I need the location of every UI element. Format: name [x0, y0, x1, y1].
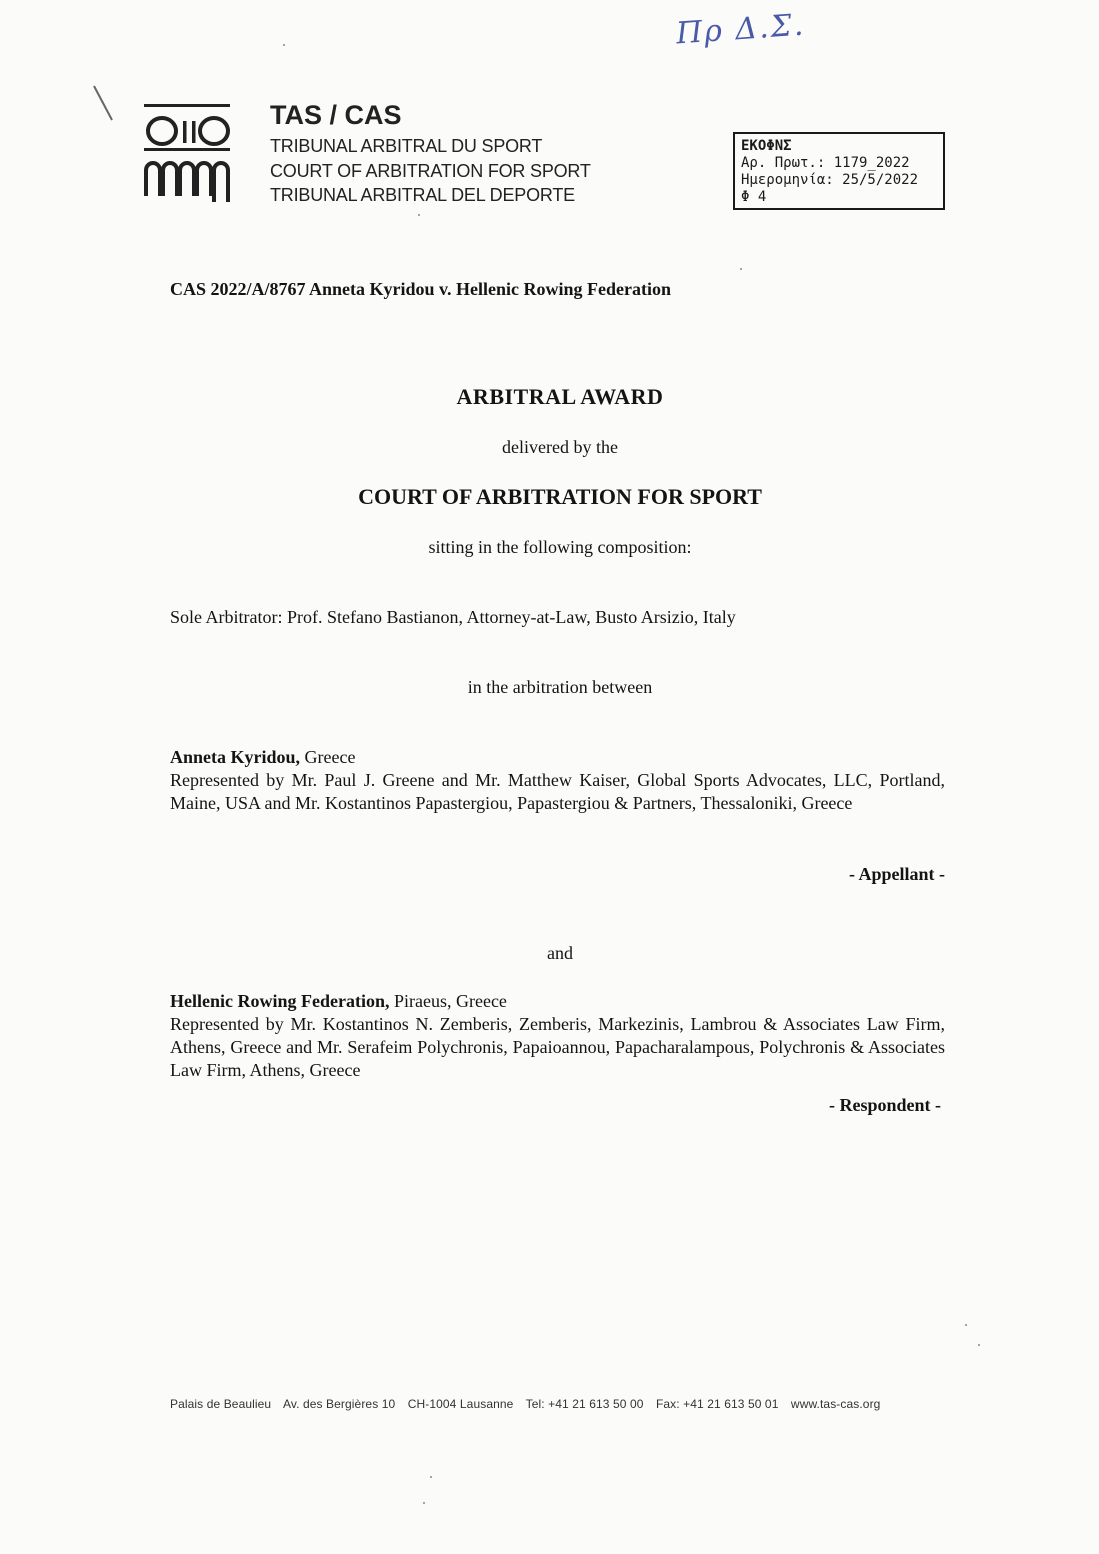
stamp-title: ΕΚΟΦΝΣ: [741, 138, 792, 154]
stamp-file: Φ 4: [741, 189, 767, 205]
footer-website: www.tas-cas.org: [790, 1397, 881, 1411]
case-title: CAS 2022/A/8767 Anneta Kyridou v. Hellenic Rowing Federation: [170, 279, 672, 299]
brand-title: TAS / CAS: [270, 100, 402, 130]
respondent-block: [170, 990, 945, 1082]
and-separator: and: [547, 943, 573, 963]
respondent-representation: Represented by Mr. Kostantinos N. Zemberis, Zemberis, Markezinis, Lambrou & Associates Law Firm, Athens, Greece and Mr. Serafeim Polychronis, Papaioannou, Papacharalampous, Polychronis & Associates Law Firm, Athens, Greece: [170, 1014, 945, 1080]
appellant-role: - Appellant -: [848, 864, 945, 884]
footer-city: CH-1004 Lausanne: [407, 1397, 514, 1411]
scan-speck: [740, 268, 742, 270]
brand-line-es: TRIBUNAL ARBITRAL DEL DEPORTE: [270, 185, 575, 205]
scan-mark: [92, 84, 116, 124]
appellant-location: Greece: [300, 747, 356, 767]
stamp-date: Ημερομηνία: 25/5/2022: [741, 172, 919, 188]
footer-address: Palais de Beaulieu: [170, 1397, 272, 1411]
delivered-by: delivered by the: [502, 437, 618, 457]
stamp-protocol: Αρ. Πρωτ.: 1179_2022: [741, 155, 910, 171]
scan-speck: [283, 44, 285, 46]
footer-fax: Fax: +41 21 613 50 01: [655, 1397, 779, 1411]
scan-speck: [965, 1324, 967, 1326]
appellant-block: [170, 746, 945, 815]
sole-arbitrator: Sole Arbitrator: Prof. Stefano Bastianon, Attorney-at-Law, Busto Arsizio, Italy: [170, 607, 736, 627]
respondent-location: Piraeus, Greece: [389, 991, 507, 1011]
award-title: ARBITRAL AWARD: [456, 384, 664, 409]
composition-intro: sitting in the following composition:: [428, 537, 692, 557]
scan-speck: [423, 1502, 425, 1504]
court-name: COURT OF ARBITRATION FOR SPORT: [358, 484, 762, 509]
scan-speck: [418, 214, 420, 216]
handwritten-note: Πρ Δ.Σ.: [674, 7, 807, 52]
respondent-name: Hellenic Rowing Federation,: [170, 991, 390, 1011]
brand-line-en: COURT OF ARBITRATION FOR SPORT: [270, 161, 591, 181]
scan-speck: [978, 1344, 980, 1346]
footer-tel: Tel: +41 21 613 50 00: [525, 1397, 644, 1411]
appellant-representation: Represented by Mr. Paul J. Greene and Mr. Matthew Kaiser, Global Sports Advocates, LLC, Portland, Maine, USA and Mr. Kostantinos Papastergiou, Papastergiou & Partners, Thessaloniki, Greece: [170, 770, 945, 813]
scan-speck: [430, 1476, 432, 1478]
brand-line-fr: TRIBUNAL ARBITRAL DU SPORT: [270, 136, 543, 156]
footer-street: Av. des Bergières 10: [283, 1397, 396, 1411]
cas-logo-icon: [142, 104, 232, 204]
respondent-role: - Respondent -: [828, 1095, 941, 1115]
footer-contact: [170, 1397, 889, 1411]
appellant-name: Anneta Kyridou,: [170, 747, 301, 767]
receipt-stamp: [733, 132, 945, 210]
arbitration-between: in the arbitration between: [467, 677, 653, 697]
